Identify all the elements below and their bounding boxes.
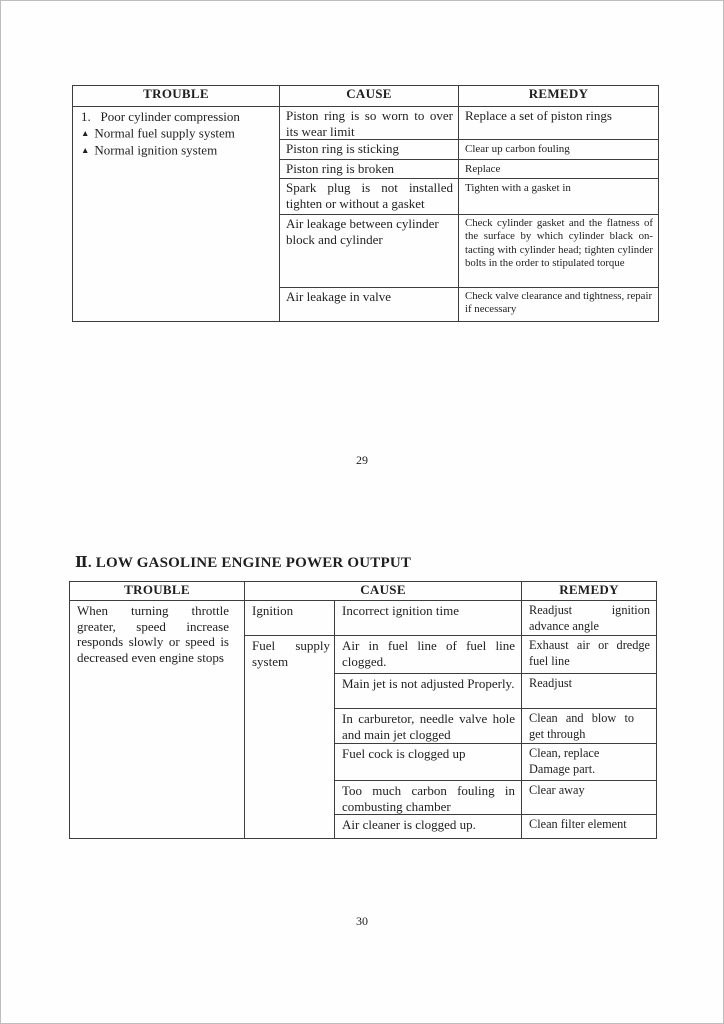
table1-row xyxy=(73,107,659,140)
table2-remedy-text: Clean, replace Damage part. xyxy=(529,746,600,776)
table2-header-cause: CAUSE xyxy=(245,582,522,601)
table2-remedy-cell: Exhaust air or dredge fuel line xyxy=(522,636,657,674)
table2-group-cell-fuel-supply xyxy=(245,636,335,839)
triangle-bullet-icon: ▲ xyxy=(81,128,90,138)
trouble-table-page29 xyxy=(72,85,659,322)
table1-cause-cell: Piston ring is broken xyxy=(280,160,459,179)
table1-remedy-cell: Replace a set of piston rings xyxy=(459,107,659,140)
trouble-bullet-line xyxy=(81,142,275,159)
table2-header-remedy: REMEDY xyxy=(522,582,657,601)
table2-cause-cell: Too much carbon fouling in combusting chamber xyxy=(335,781,522,815)
trouble-table-page30 xyxy=(69,581,657,839)
table1-header-remedy: REMEDY xyxy=(459,86,659,107)
table2-cause-cell: In carburetor, needle valve hole and main jet clogged xyxy=(335,709,522,744)
triangle-bullet-icon: ▲ xyxy=(81,144,90,155)
table1-header-cause: CAUSE xyxy=(280,86,459,107)
table2-cause-cell: Air cleaner is clogged up. xyxy=(335,815,522,839)
table1-trouble-cell xyxy=(73,107,280,322)
table2-remedy-cell xyxy=(522,709,657,744)
table2-group-text: Fuel supply system xyxy=(252,638,330,669)
table2-cause-cell: Main jet is not adjusted Properly. xyxy=(335,674,522,709)
table1-remedy-cell: Check cylinder gasket and the flatness of the surface by which cylinder black on-tacting with cylinder head; tighten cylinder bolts in the order to stipulated torque xyxy=(459,215,659,288)
table1-header-trouble: TROUBLE xyxy=(73,86,280,107)
table2-group-cell-ignition: Ignition xyxy=(245,601,335,636)
table1-remedy-cell: Replace xyxy=(459,160,659,179)
page-number-30: 30 xyxy=(356,914,368,928)
table2-cause-cell: Incorrect ignition time xyxy=(335,601,522,636)
table2-header-row xyxy=(70,582,657,601)
section-heading: Ⅱ. LOW GASOLINE ENGINE POWER OUTPUT xyxy=(75,555,412,571)
table1-remedy-cell: Clear up carbon fouling xyxy=(459,140,659,160)
table2-cause-cell: Fuel cock is clogged up xyxy=(335,744,522,781)
table2-header-trouble: TROUBLE xyxy=(70,582,245,601)
table2-cause-cell: Air in fuel line of fuel line clogged. xyxy=(335,636,522,674)
table2-remedy-cell: Readjust xyxy=(522,674,657,709)
trouble-bullet-line xyxy=(81,125,275,142)
table2-remedy-cell: Clear away xyxy=(522,781,657,815)
table1-cause-cell: Air leakage between cylinder block and cylinder xyxy=(280,215,459,288)
trouble-item: 1. Poor cylinder compression xyxy=(81,109,240,124)
page-number-29: 29 xyxy=(356,453,368,467)
table1-cause-cell: Piston ring is so worn to over its wear limit xyxy=(280,107,459,140)
table1-remedy-cell: Check valve clearance and tightness, repair if necessary xyxy=(459,288,659,322)
table2-remedy-text: Clean and blow to get through xyxy=(529,711,635,741)
trouble-bullet-text: Normal fuel supply system xyxy=(94,125,235,141)
table2-remedy-cell xyxy=(522,744,657,781)
table1-remedy-cell: Tighten with a gasket in xyxy=(459,179,659,215)
table2-remedy-cell: Readjust ignition advance angle xyxy=(522,601,657,636)
table2-row xyxy=(70,601,657,636)
table2-remedy-cell: Clean filter element xyxy=(522,815,657,839)
table1-cause-cell: Air leakage in valve xyxy=(280,288,459,322)
table1-cause-cell: Piston ring is sticking xyxy=(280,140,459,160)
table2-trouble-text: When turning throttle greater, speed increase responds slowly or speed is decreased even engine stops xyxy=(77,603,229,665)
table1-header-row xyxy=(73,86,659,107)
table2-trouble-cell xyxy=(70,601,245,839)
table1-cause-cell: Spark plug is not installed tighten or without a gasket xyxy=(280,179,459,215)
trouble-bullet-text: Normal ignition system xyxy=(94,142,218,157)
